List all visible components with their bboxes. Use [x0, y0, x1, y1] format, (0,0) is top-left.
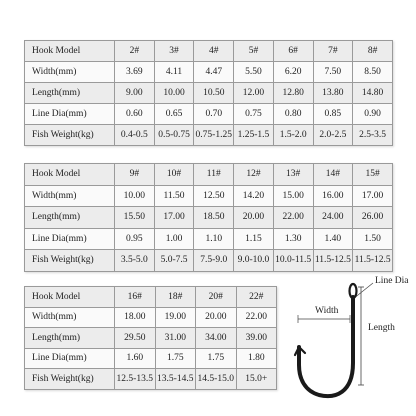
table-cell: 1.75: [196, 348, 237, 369]
table-cell: 1.60: [115, 348, 156, 369]
table-row: [25, 328, 277, 349]
table-row: [25, 83, 393, 104]
row-label: Line Dia(mm): [25, 228, 115, 250]
table-cell: 9.00: [115, 83, 155, 104]
hook-model-cell: 10#: [154, 164, 194, 186]
table-cell: 11.5-12.5: [353, 250, 393, 272]
hook-model-cell: 2#: [115, 41, 155, 62]
table-row: [25, 228, 393, 250]
table-cell: 0.75: [234, 104, 274, 125]
table-cell: 19.00: [155, 307, 196, 328]
table-cell: 15.50: [115, 207, 155, 229]
hook-model-cell: 18#: [155, 287, 196, 308]
table-cell: 7.50: [313, 62, 353, 83]
table-cell: 12.5-13.5: [115, 369, 156, 390]
row-label: Width(mm): [25, 62, 115, 83]
width-label: Width: [315, 306, 339, 316]
table-cell: 1.80: [236, 348, 277, 369]
table-cell: 1.40: [313, 228, 353, 250]
row-label: Length(mm): [25, 328, 115, 349]
table-cell: 10.50: [194, 83, 234, 104]
table-cell: 2.5-3.5: [353, 125, 393, 146]
table-cell: 10.0-11.5: [273, 250, 313, 272]
hook-model-cell: 5#: [234, 41, 274, 62]
hook-model-cell: 7#: [313, 41, 353, 62]
table-cell: 9.0-10.0: [234, 250, 274, 272]
table-cell: 0.4-0.5: [115, 125, 155, 146]
hook-model-cell: 22#: [236, 287, 277, 308]
table-cell: 22.00: [273, 207, 313, 229]
table-cell: 14.80: [353, 83, 393, 104]
row-label: Hook Model: [25, 287, 115, 308]
table-cell: 1.30: [273, 228, 313, 250]
row-label: Length(mm): [25, 83, 115, 104]
table-cell: 1.10: [194, 228, 234, 250]
table-cell: 17.00: [154, 207, 194, 229]
table-cell: 0.95: [115, 228, 155, 250]
table-cell: 12.50: [194, 185, 234, 207]
table-cell: 6.20: [273, 62, 313, 83]
table-cell: 3.69: [115, 62, 155, 83]
table-cell: 31.00: [155, 328, 196, 349]
row-label: Hook Model: [25, 41, 115, 62]
table-cell: 0.85: [313, 104, 353, 125]
hook-model-cell: 4#: [194, 41, 234, 62]
hook-model-cell: 13#: [273, 164, 313, 186]
hook-model-cell: 9#: [115, 164, 155, 186]
table-cell: 12.80: [273, 83, 313, 104]
table-cell: 7.5-9.0: [194, 250, 234, 272]
row-label: Width(mm): [25, 307, 115, 328]
table-cell: 20.00: [234, 207, 274, 229]
table-cell: 13.5-14.5: [155, 369, 196, 390]
table-cell: 14.5-15.0: [196, 369, 237, 390]
table-cell: 15.00: [273, 185, 313, 207]
table-cell: 39.00: [236, 328, 277, 349]
table-cell: 0.75-1.25: [194, 125, 234, 146]
table-cell: 1.5-2.0: [273, 125, 313, 146]
row-label: Line Dia(mm): [25, 104, 115, 125]
table-cell: 13.80: [313, 83, 353, 104]
hook-diagram: [287, 275, 413, 410]
table-cell: 18.00: [115, 307, 156, 328]
table-row: [25, 348, 277, 369]
line-dia-label: Line Dia: [375, 276, 409, 286]
table-cell: 15.0+: [236, 369, 277, 390]
table-cell: 29.50: [115, 328, 156, 349]
table-cell: 11.5-12.5: [313, 250, 353, 272]
table-cell: 0.60: [115, 104, 155, 125]
table-cell: 12.00: [234, 83, 274, 104]
table-row: [25, 164, 393, 186]
row-label: Hook Model: [25, 164, 115, 186]
table-cell: 22.00: [236, 307, 277, 328]
row-label: Length(mm): [25, 207, 115, 229]
hook-model-cell: 12#: [234, 164, 274, 186]
table-cell: 1.00: [154, 228, 194, 250]
table-row: [25, 41, 393, 62]
row-label: Width(mm): [25, 185, 115, 207]
table-cell: 34.00: [196, 328, 237, 349]
table-cell: 16.00: [313, 185, 353, 207]
hook-model-cell: 15#: [353, 164, 393, 186]
table-cell: 1.15: [234, 228, 274, 250]
table-cell: 26.00: [353, 207, 393, 229]
table-cell: 20.00: [196, 307, 237, 328]
hook-model-cell: 20#: [196, 287, 237, 308]
row-label: Line Dia(mm): [25, 348, 115, 369]
table-cell: 18.50: [194, 207, 234, 229]
table-row: [25, 62, 393, 83]
table-cell: 24.00: [313, 207, 353, 229]
table-cell: 1.25-1.5: [234, 125, 274, 146]
hook-model-cell: 14#: [313, 164, 353, 186]
table-cell: 0.65: [154, 104, 194, 125]
table-cell: 5.0-7.5: [154, 250, 194, 272]
table-cell: 10.00: [154, 83, 194, 104]
table-row: [25, 185, 393, 207]
table-row: [25, 207, 393, 229]
hook-model-cell: 16#: [115, 287, 156, 308]
hook-model-cell: 3#: [154, 41, 194, 62]
row-label: Fish Weight(kg): [25, 125, 115, 146]
table-cell: 11.50: [154, 185, 194, 207]
table-cell: 14.20: [234, 185, 274, 207]
table-cell: 4.47: [194, 62, 234, 83]
table-cell: 0.80: [273, 104, 313, 125]
table-cell: 0.5-0.75: [154, 125, 194, 146]
table-row: [25, 250, 393, 272]
row-label: Fish Weight(kg): [25, 250, 115, 272]
hook-model-cell: 8#: [353, 41, 393, 62]
table-cell: 0.90: [353, 104, 393, 125]
table-cell: 3.5-5.0: [115, 250, 155, 272]
table-cell: 17.00: [353, 185, 393, 207]
table-cell: 1.50: [353, 228, 393, 250]
table-cell: 5.50: [234, 62, 274, 83]
table-cell: 10.00: [115, 185, 155, 207]
row-label: Fish Weight(kg): [25, 369, 115, 390]
size-table-2: [24, 163, 393, 272]
table-cell: 8.50: [353, 62, 393, 83]
table-row: [25, 287, 277, 308]
size-table-3: [24, 286, 277, 390]
table-row: [25, 307, 277, 328]
fish-hook-icon: [287, 275, 413, 410]
table-row: [25, 104, 393, 125]
table-cell: 2.0-2.5: [313, 125, 353, 146]
hook-model-cell: 11#: [194, 164, 234, 186]
table-cell: 0.70: [194, 104, 234, 125]
size-table-1: [24, 40, 393, 146]
length-label: Length: [368, 323, 395, 333]
table-cell: 4.11: [154, 62, 194, 83]
table-row: [25, 125, 393, 146]
table-cell: 1.75: [155, 348, 196, 369]
hook-model-cell: 6#: [273, 41, 313, 62]
table-row: [25, 369, 277, 390]
